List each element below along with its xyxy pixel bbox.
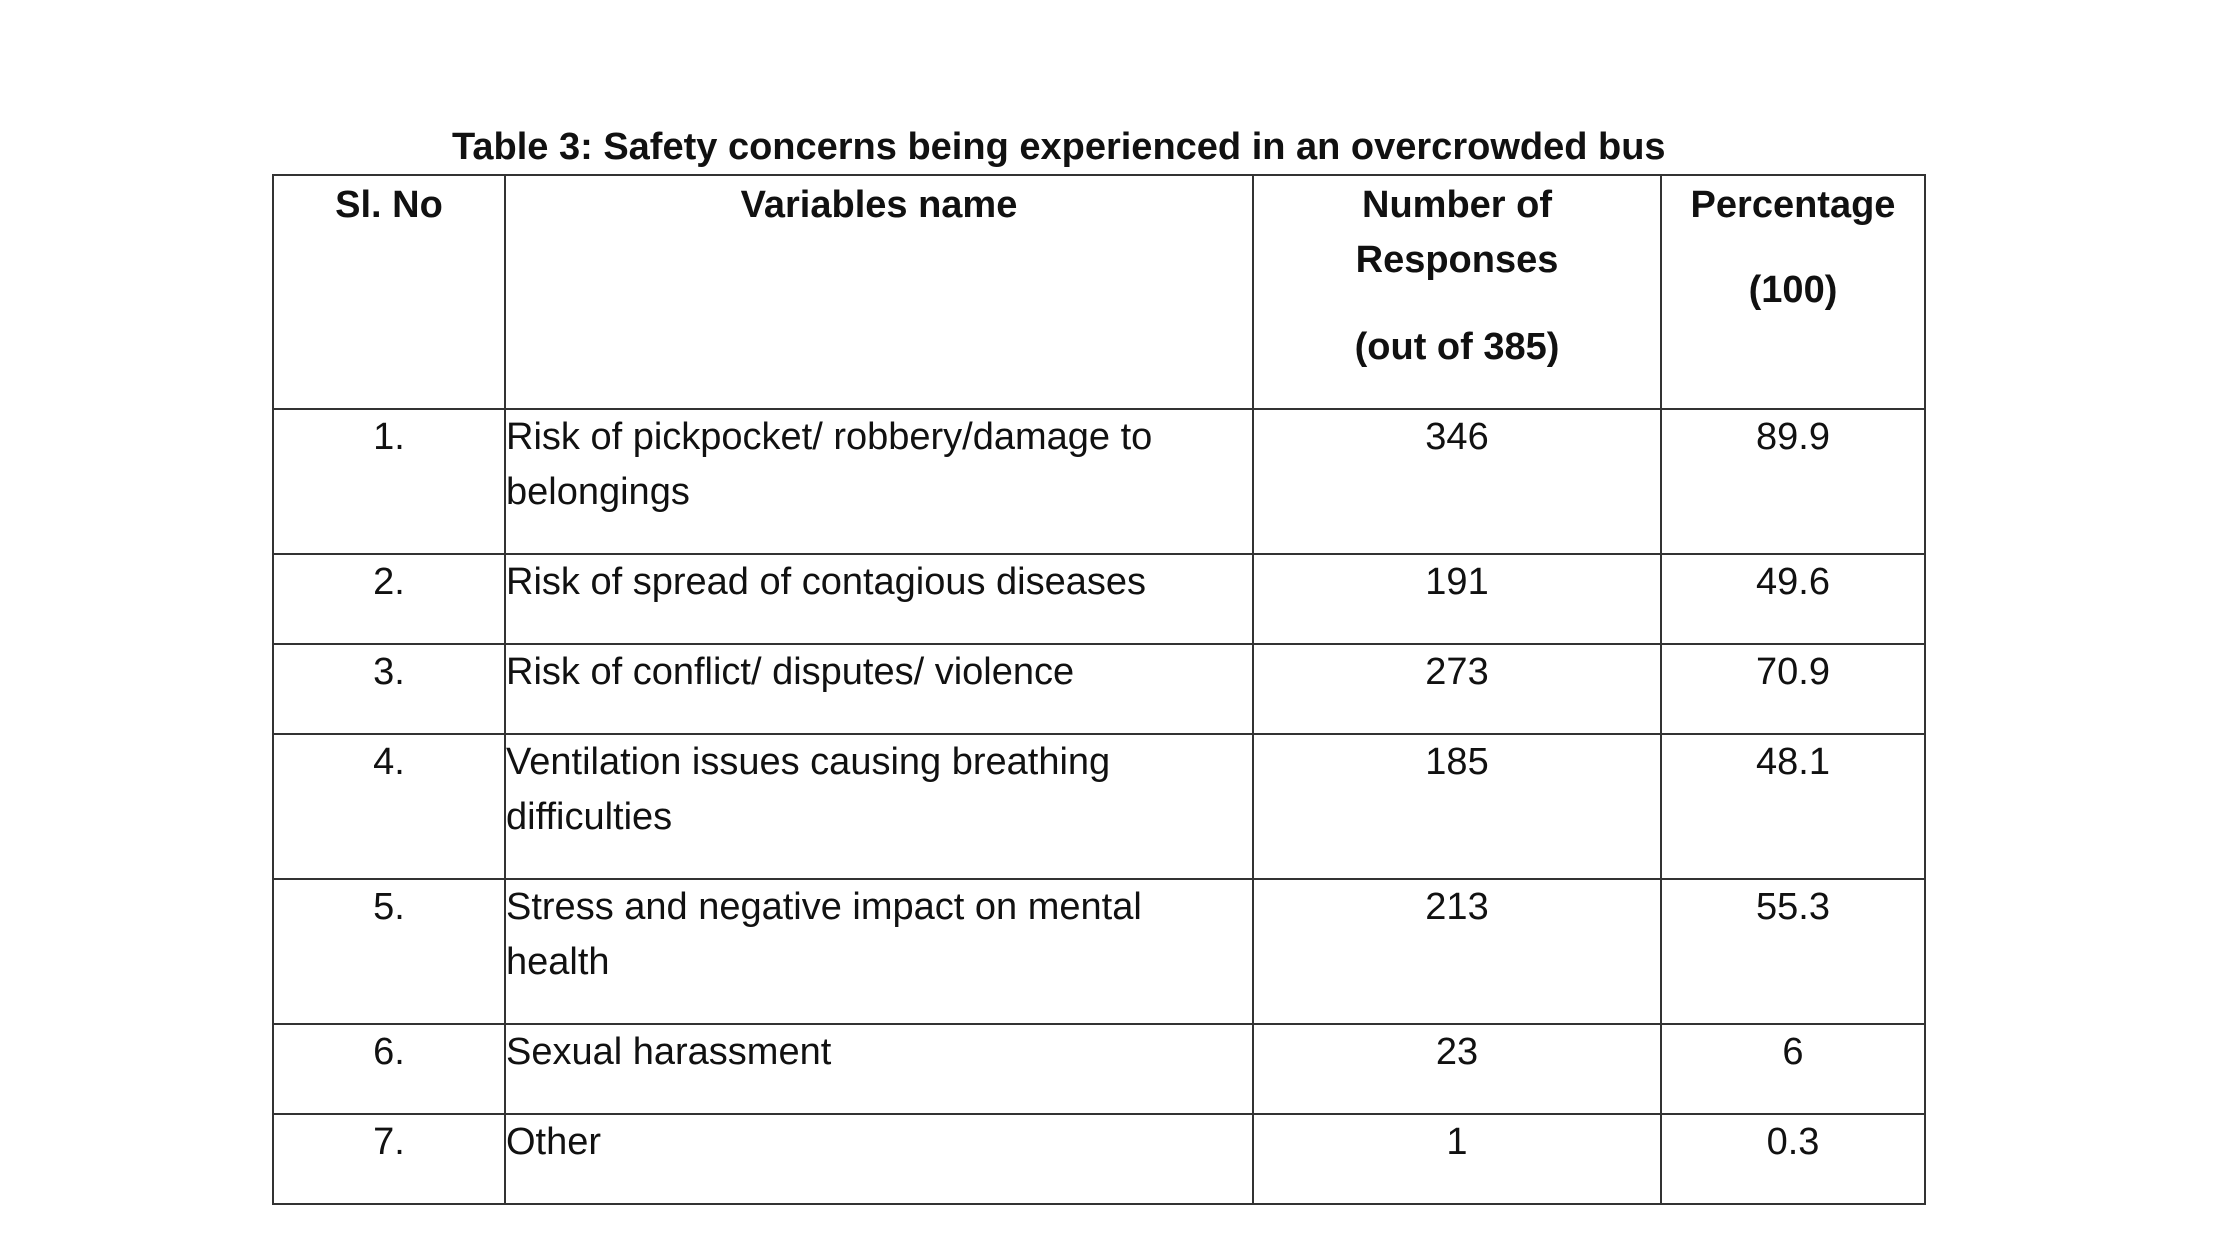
- cell-variable: Sexual harassment: [505, 1024, 1253, 1114]
- header-number-of-responses: Number of Responses (out of 385): [1253, 175, 1661, 409]
- header-sl-no: Sl. No: [273, 175, 505, 409]
- cell-sl-no: 6.: [273, 1024, 505, 1114]
- cell-responses: 273: [1253, 644, 1661, 734]
- table-row: [273, 644, 1925, 734]
- table-row: [273, 879, 1925, 1024]
- table-caption: Table 3: Safety concerns being experienced in an overcrowded bus: [452, 126, 1666, 168]
- cell-responses: 185: [1253, 734, 1661, 879]
- cell-responses: 23: [1253, 1024, 1661, 1114]
- cell-variable: Stress and negative impact on mental health: [505, 879, 1253, 1024]
- cell-sl-no: 1.: [273, 409, 505, 554]
- cell-percentage: 49.6: [1661, 554, 1925, 644]
- cell-responses: 191: [1253, 554, 1661, 644]
- cell-variable: Other: [505, 1114, 1253, 1204]
- header-percentage: Percentage (100): [1661, 175, 1925, 409]
- cell-sl-no: 2.: [273, 554, 505, 644]
- cell-variable: Risk of pickpocket/ robbery/damage to belongings: [505, 409, 1253, 554]
- safety-concerns-table: [272, 174, 1926, 1205]
- table-row: [273, 1024, 1925, 1114]
- cell-percentage: 55.3: [1661, 879, 1925, 1024]
- table-row: [273, 734, 1925, 879]
- cell-percentage: 48.1: [1661, 734, 1925, 879]
- table-header-row: [273, 175, 1925, 409]
- cell-percentage: 89.9: [1661, 409, 1925, 554]
- table-row: [273, 1114, 1925, 1204]
- table-row: [273, 554, 1925, 644]
- cell-responses: 346: [1253, 409, 1661, 554]
- header-variables-name: Variables name: [505, 175, 1253, 409]
- cell-sl-no: 4.: [273, 734, 505, 879]
- cell-percentage: 70.9: [1661, 644, 1925, 734]
- cell-sl-no: 7.: [273, 1114, 505, 1204]
- cell-variable: Risk of spread of contagious diseases: [505, 554, 1253, 644]
- cell-sl-no: 5.: [273, 879, 505, 1024]
- cell-percentage: 0.3: [1661, 1114, 1925, 1204]
- cell-responses: 213: [1253, 879, 1661, 1024]
- cell-percentage: 6: [1661, 1024, 1925, 1114]
- cell-variable: Ventilation issues causing breathing difficulties: [505, 734, 1253, 879]
- cell-variable: Risk of conflict/ disputes/ violence: [505, 644, 1253, 734]
- cell-sl-no: 3.: [273, 644, 505, 734]
- cell-responses: 1: [1253, 1114, 1661, 1204]
- table-row: [273, 409, 1925, 554]
